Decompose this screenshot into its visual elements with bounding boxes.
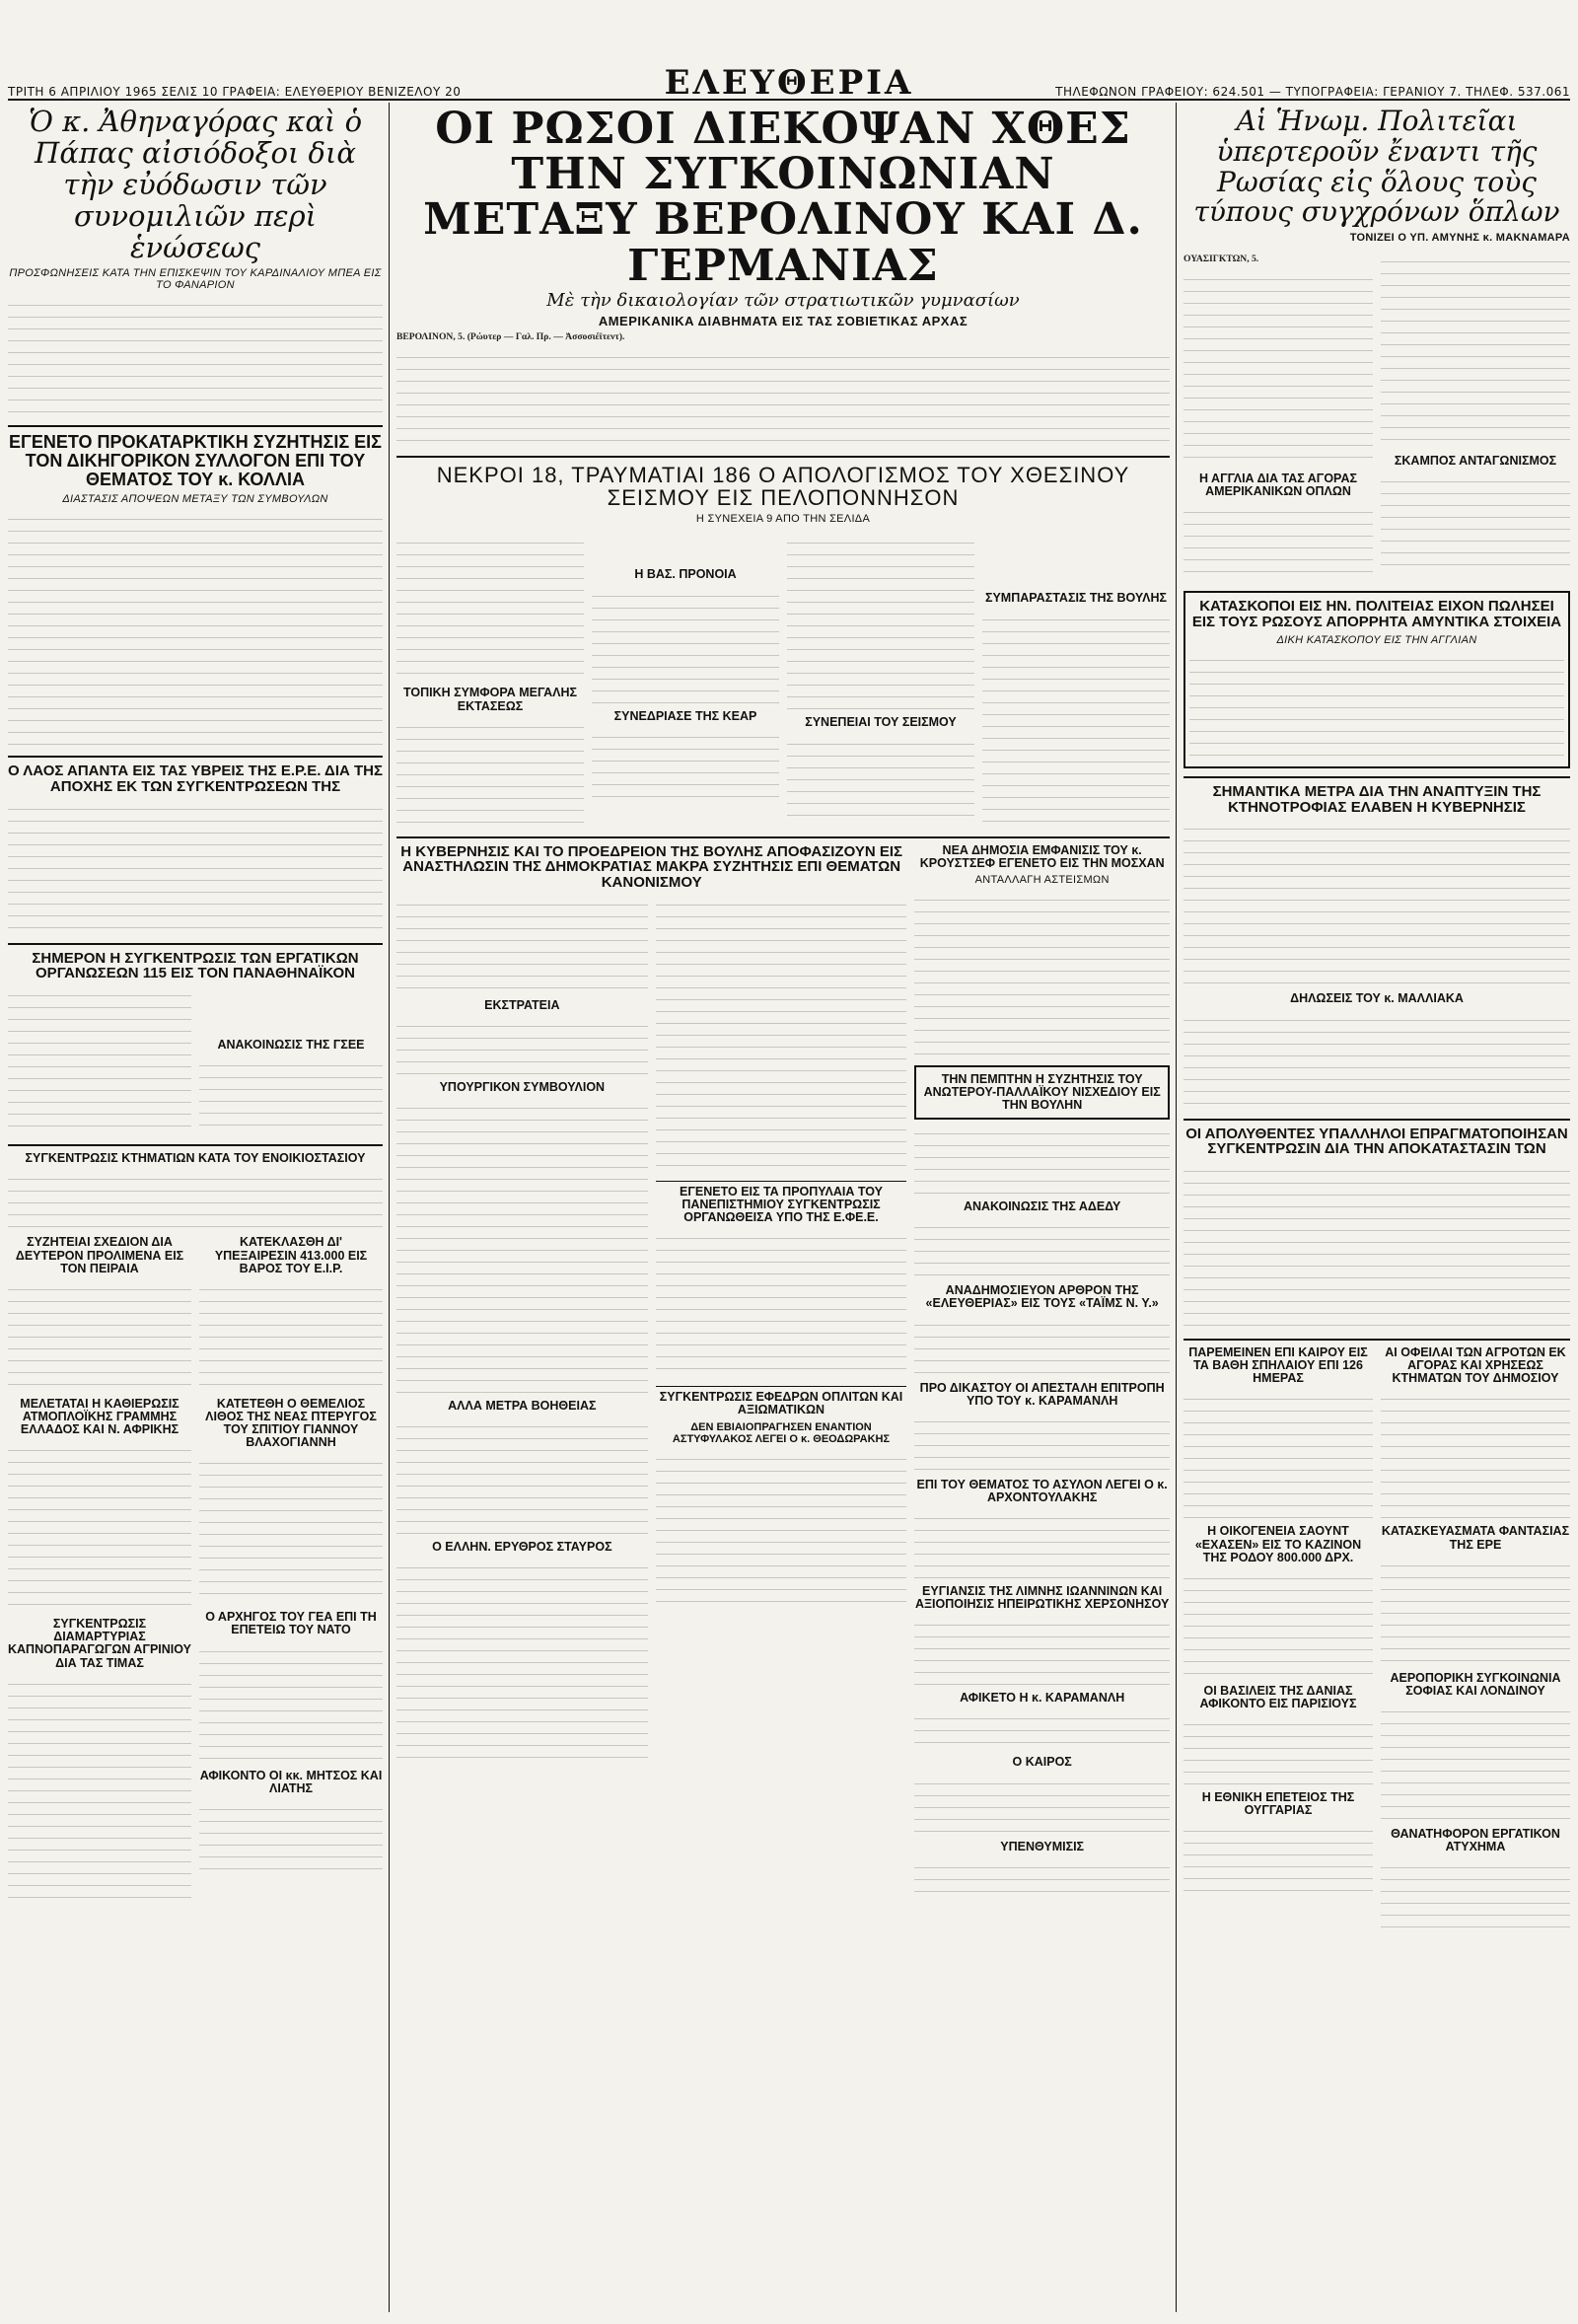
phone-line: ΤΗΛΕΦΩΝΟΝ ΓΡΑΦΕΙΟΥ: 624.501 — ΤΥΠΟΓΡΑΦΕΙΑ: ΓΕΡΑΝΙΟΥ 7. ΤΗΛΕΦ. 537.061 <box>1055 85 1570 99</box>
article-text-block <box>8 297 383 417</box>
article-text-block <box>1184 1391 1373 1519</box>
article-text-block <box>1184 271 1373 469</box>
article-text-block <box>1184 1163 1570 1331</box>
article-text-block <box>396 1018 648 1077</box>
headline: Ο ΑΡΧΗΓΟΣ ΤΟΥ ΓΕΑ ΕΠΙ ΤΗ ΕΠΕΤΕΙΩ ΤΟΥ ΝΑΤΟ <box>205 1610 377 1637</box>
headline: ΣΗΜΕΡΟΝ Η ΣΥΓΚΕΝΤΡΩΣΙΣ ΤΩΝ ΕΡΓΑΤΙΚΩΝ ΟΡΓΑΝΩΣΕΩΝ 115 ΕΙΣ ΤΟΝ ΠΑΝΑΘΗΝΑΪΚΟΝ <box>32 949 359 982</box>
headline: Ο ΛΑΟΣ ΑΠΑΝΤΑ ΕΙΣ ΤΑΣ ΥΒΡΕΙΣ ΤΗΣ Ε.Ρ.Ε. ΔΙΑ ΤΗΣ ΑΠΟΧΗΣ ΕΚ ΤΩΝ ΣΥΓΚΕΝΤΡΩΣΕΩΝ ΤΗΣ <box>8 763 383 795</box>
article-text-block <box>396 349 1170 448</box>
lead-headline: ΟΙ ΡΩΣΟΙ ΔΙΕΚΟΨΑΝ ΧΘΕΣ ΤΗΝ ΣΥΓΚΟΙΝΩΝΙΑΝ ΜΕΤΑΞΥ ΒΕΡΟΛΙΝΟΥ ΚΑΙ Δ. ΓΕΡΜΑΝΙΑΣ <box>423 107 1143 291</box>
section-heading: ΣΥΜΠΑΡΑΣΤΑΣΙΣ ΤΗΣ ΒΟΥΛΗΣ <box>984 591 1168 606</box>
article <box>8 943 383 1137</box>
headline: ΣΥΓΚΕΝΤΡΩΣΙΣ ΕΦΕΔΡΩΝ ΟΠΛΙΤΩΝ ΚΑΙ ΑΞΙΩΜΑΤΙΚΩΝ <box>656 1386 907 1416</box>
headline: ΣΥΖΗΤΕΙΑΙ ΣΧΕΔΙΟΝ ΔΙΑ ΔΕΥΤΕΡΟΝ ΠΡΟΛΙΜΕΝΑ ΕΙΣ ΤΟΝ ΠΕΙΡΑΙΑ <box>15 1235 184 1275</box>
article-text-block <box>1184 1823 1373 1902</box>
headline: ΚΑΤΕΚΛΑΣΘΗ ΔΙ' ΥΠΕΞΑΙΡΕΣΙΝ 413.000 ΕΙΣ ΒΑΡΟΣ ΤΟΥ Ε.Ι.Ρ. <box>214 1235 368 1275</box>
right-column <box>1184 107 1570 2312</box>
article-text-block <box>914 1414 1170 1473</box>
article-text-block <box>1381 254 1570 451</box>
article-text-block <box>1189 652 1564 761</box>
headline: ΥΠΕΝΘΥΜΙΣΙΣ <box>1000 1839 1085 1853</box>
article-text-block <box>1184 821 1570 988</box>
article-text-block <box>592 729 779 808</box>
headline: Η ΟΙΚΟΓΕΝΕΙΑ ΣΑΟΥΝΤ «ΕΧΑΣΕΝ» ΕΙΣ ΤΟ ΚΑΖΙΝΟΝ ΤΗΣ ΡΟΔΟΥ 800.000 ΔΡΧ. <box>1194 1524 1362 1564</box>
center-column <box>396 107 1170 2312</box>
article-text-block <box>787 736 974 825</box>
article-text-block <box>1381 473 1570 568</box>
subheadline: ΠΡΟΣΦΩΝΗΣΕΙΣ ΚΑΤΑ ΤΗΝ ΕΠΙΣΚΕΨΙΝ ΤΟΥ ΚΑΡΔΙΝΑΛΙΟΥ ΜΠΕΑ ΕΙΣ ΤΟ ΦΑΝΑΡΙΟΝ <box>9 267 382 292</box>
headline: Η ΚΥΒΕΡΝΗΣΙΣ ΚΑΙ ΤΟ ΠΡΟΕΔΡΕΙΟΝ ΤΗΣ ΒΟΥΛΗΣ ΑΠΟΦΑΣΙΖΟΥΝ ΕΙΣ ΑΝΑΣΤΗΛΩΣΙΝ ΤΗΣ ΔΗΜΟΚΡΑΤΙΑΣ ΜΑΚΡΑ ΣΥΖΗΤΗΣΙΣ ΕΠΙ ΘΕΜΑΤΩΝ ΚΑΝΟΝΙΣΜΟΥ <box>400 842 903 891</box>
date-line: ΤΡΙΤΗ 6 ΑΠΡΙΛΙΟΥ 1965 ΣΕΛΙΣ 10 ΓΡΑΦΕΙΑ: ΕΛΕΥΘΕΡΙΟΥ ΒΕΝΙΖΕΛΟΥ 20 <box>8 85 462 99</box>
article-text-block <box>914 1219 1170 1278</box>
headline: ΑΝΑΚΟΙΝΩΣΙΣ ΤΗΣ ΓΣΕΕ <box>217 1038 365 1053</box>
article-text-block <box>1381 1558 1570 1666</box>
column-rule <box>1176 103 1177 2312</box>
article-text-block <box>199 1057 383 1136</box>
headline: ΚΑΤΕΤΕΘΗ Ο ΘΕΜΕΛΙΟΣ ΛΙΘΟΣ ΤΗΣ ΝΕΑΣ ΠΤΕΡΥΓΟΣ ΤΟΥ ΣΠΙΤΙΟΥ ΓΙΑΝΝΟΥ ΒΛΑΧΟΓΙΑΝΝΗ <box>205 1396 377 1450</box>
newspaper-title: ΕΛΕΥΘΕΡΙΑ <box>664 63 914 103</box>
headline: ΑΕΡΟΠΟΡΙΚΗ ΣΥΓΚΟΙΝΩΝΙΑ ΣΟΦΙΑΣ ΚΑΙ ΛΟΝΔΙΝΟΥ <box>1390 1670 1561 1698</box>
headline: ΤΗΝ ΠΕΜΠΤΗΝ Η ΣΥΖΗΤΗΣΙΣ ΤΟΥ ΑΝΩΤΕΡΟΥ-ΠΑΛΛΑΪΚΟΥ ΝΙΣΧΕΔΙΟΥ ΕΙΣ ΤΗΝ ΒΟΥΛΗΝ <box>914 1065 1170 1120</box>
article-text-block <box>8 1442 191 1610</box>
headline: ΕΠΙ ΤΟΥ ΘΕΜΑΤΟΣ ΤΟ ΑΣΥΛΟΝ ΛΕΓΕΙ Ο κ. ΑΡΧΟΝΤΟΥΛΑΚΗΣ <box>916 1477 1168 1504</box>
article-text-block <box>1184 1716 1373 1785</box>
headline: Αἱ Ἡνωμ. Πολιτεῖαι ὑπερτεροῦν ἔναντι τῆς Ρωσίας εἰς ὅλους τοὺς τύπους συγχρόνων ὅπλων <box>1193 107 1560 229</box>
article-text-block <box>592 588 779 706</box>
headline: ΚΑΤΑΣΚΕΥΑΣΜΑΤΑ ΦΑΝΤΑΣΙΑΣ ΤΗΣ ΕΡΕ <box>1381 1524 1570 1552</box>
article-text-block <box>199 1801 383 1880</box>
article-text-block <box>396 1100 648 1396</box>
headline: Η ΕΘΝΙΚΗ ΕΠΕΤΕΙΟΣ ΤΗΣ ΟΥΓΓΑΡΙΑΣ <box>1201 1790 1355 1818</box>
headline: ΣΥΓΚΕΝΤΡΩΣΙΣ ΔΙΑΜΑΡΤΥΡΙΑΣ ΚΑΠΝΟΠΑΡΑΓΩΓΩΝ ΑΓΡΙΝΙΟΥ ΔΙΑ ΤΑΣ ΤΙΜΑΣ <box>8 1617 191 1670</box>
article-text-block <box>199 1643 383 1762</box>
article-text-block <box>396 1560 648 1767</box>
article-text-block <box>396 535 584 683</box>
headline: ΑΦΙΚΕΤΟ Η κ. ΚΑΡΑΜΑΝΛΗ <box>960 1691 1125 1706</box>
article-text-block <box>914 1510 1170 1579</box>
article-text-block <box>656 1451 907 1609</box>
headline: ΕΓΕΝΕΤΟ ΕΙΣ ΤΑ ΠΡΟΠΥΛΑΙΑ ΤΟΥ ΠΑΝΕΠΙΣΤΗΜΙΟΥ ΣΥΓΚΕΝΤΡΩΣΙΣ ΟΡΓΑΝΩΘΕΙΣΑ ΥΠΟ ΤΗΣ Ε.ΦΕ.Ε. <box>656 1181 907 1224</box>
headline: Ὁ κ. Ἀθηναγόρας καὶ ὁ Πάπας αἰσιόδοξοι διὰ τὴν εὐόδωσιν τῶν συνομιλιῶν περὶ ἑνώσεως <box>28 107 363 264</box>
article-text-block <box>1381 1859 1570 1928</box>
headline: ΑΝΑΚΟΙΝΩΣΙΣ ΤΗΣ ΑΔΕΔΥ <box>963 1199 1121 1214</box>
subheadline: ΔΙΑΣΤΑΣΙΣ ΑΠΟΨΕΩΝ ΜΕΤΑΞΥ ΤΩΝ ΣΥΜΒΟΥΛΩΝ <box>62 493 328 506</box>
article-text-block <box>1381 1704 1570 1822</box>
article-text-block <box>656 897 907 1173</box>
article <box>8 425 383 748</box>
section-heading: ΣΥΝΕΔΡΙΑΣΕ ΤΗΣ ΚΕΑΡ <box>613 708 757 723</box>
subheadline: ΤΟΝΙΖΕΙ Ο ΥΠ. ΑΜΥΝΗΣ κ. ΜΑΚΝΑΜΑΡΑ <box>1349 232 1570 245</box>
headline: ΘΑΝΑΤΗΦΟΡΟΝ ΕΡΓΑΤΙΚΟΝ ΑΤΥΧΗΜΑ <box>1391 1826 1560 1854</box>
article-text-block <box>1184 1012 1570 1111</box>
article <box>1184 776 1570 1111</box>
lead-dateline: ΒΕΡΟΛΙΝΟΝ, 5. (Ρώυτερ — Γαλ. Πρ. — Ἀσσοσιέϊτεντ). <box>396 331 625 343</box>
section-heading: ΕΚΣΤΡΑΤΕΙΑ <box>484 997 560 1012</box>
article-text-block <box>1184 1570 1373 1679</box>
article <box>8 1144 383 1230</box>
lead-kicker: ΑΜΕΡΙΚΑΝΙΚΑ ΔΙΑΒΗΜΑΤΑ ΕΙΣ ΤΑΣ ΣΟΒΙΕΤΙΚΑΣ ΑΡΧΑΣ <box>598 313 968 328</box>
article-text-block <box>396 719 584 828</box>
section-heading: ΔΕΝ ΕΒΙΑΙΟΠΡΑΓΗΣΕΝ ΕΝΑΝΤΙΟΝ ΑΣΤΥΦΥΛΑΚΟΣ ΛΕΓΕΙ Ο κ. ΘΕΟΔΩΡΑΚΗΣ <box>672 1421 891 1445</box>
section-heading: Ο ΕΛΛΗΝ. ΕΡΥΘΡΟΣ ΣΤΑΥΡΟΣ <box>432 1540 612 1555</box>
article-text-block <box>914 1617 1170 1686</box>
section-heading: Η ΒΑΣ. ΠΡΟΝΟΙΑ <box>634 567 737 582</box>
article-text-block <box>8 1281 191 1390</box>
article-text-block <box>8 511 383 748</box>
article-text-block <box>199 1455 383 1603</box>
article-text-block <box>914 1126 1170 1195</box>
article-text-block <box>396 1418 648 1537</box>
continuation-note: Η ΣΥΝΕΧΕΙΑ 9 ΑΠΟ ΤΗΝ ΣΕΛΙΔΑ <box>695 513 871 526</box>
article-box <box>1184 591 1570 768</box>
article-text-block <box>787 535 974 712</box>
article-text-block <box>914 1776 1170 1835</box>
headline: ΚΑΤΑΣΚΟΠΟΙ ΕΙΣ ΗΝ. ΠΟΛΙΤΕΙΑΣ ΕΙΧΟΝ ΠΩΛΗΣΕΙ ΕΙΣ ΤΟΥΣ ΡΩΣΟΥΣ ΑΠΟΡΡΗΤΑ ΑΜΥΝΤΙΚΑ ΣΤΟΙΧΕΙΑ <box>1191 598 1562 631</box>
section-heading: ΣΚΑΜΠΟΣ ΑΝΤΑΓΩΝΙΣΜΟΣ <box>1394 454 1557 469</box>
column-rule <box>389 103 390 2312</box>
article-text-block <box>8 801 383 935</box>
headline: ΑΦΙΚΟΝΤΟ ΟΙ κκ. ΜΗΤΣΟΣ ΚΑΙ ΛΙΑΤΗΣ <box>199 1768 383 1795</box>
article <box>396 456 1170 828</box>
article-text-block <box>1184 504 1373 583</box>
article-text-block <box>914 1317 1170 1376</box>
article <box>1184 1119 1570 1332</box>
article-text-block <box>8 1676 191 1903</box>
article-text-block <box>982 612 1170 829</box>
article-text-block <box>1381 1391 1570 1519</box>
article <box>8 756 383 935</box>
lead-subheadline: Μὲ τὴν δικαιολογίαν τῶν στρατιωτικῶν γυμνασίων <box>546 289 1020 311</box>
article-text-block <box>8 987 191 1135</box>
section-heading: ΑΛΛΑ ΜΕΤΡΑ ΒΟΗΘΕΙΑΣ <box>448 1399 597 1413</box>
headline: ΠΡΟ ΔΙΚΑΣΤΟΥ ΟΙ ΑΠΕΣΤΑΛΗ ΕΠΙΤΡΟΠΗ ΥΠΟ ΤΟΥ κ. ΚΑΡΑΜΑΝΛΗ <box>919 1380 1165 1408</box>
article-text-block <box>914 892 1170 1059</box>
headline: ΕΥΓΙΑΝΣΙΣ ΤΗΣ ΛΙΜΝΗΣ ΙΩΑΝΝΙΝΩΝ ΚΑΙ ΑΞΙΟΠΟΙΗΣΙΣ ΗΠΕΙΡΩΤΙΚΗΣ ΧΕΡΣΟΝΗΣΟΥ <box>914 1584 1170 1612</box>
section-heading: Η ΑΓΓΛΙΑ ΔΙΑ ΤΑΣ ΑΓΟΡΑΣ ΑΜΕΡΙΚΑΝΙΚΩΝ ΟΠΛΩΝ <box>1199 472 1357 499</box>
left-column <box>8 107 383 2312</box>
masthead <box>8 63 1570 103</box>
headline: ΝΕΑ ΔΗΜΟΣΙΑ ΕΜΦΑΝΙΣΙΣ ΤΟΥ κ. ΚΡΟΥΣΤΣΕΦ ΕΓΕΝΕΤΟ ΕΙΣ ΤΗΝ ΜΟΣΧΑΝ <box>919 842 1165 870</box>
headline: ΠΑΡΕΜΕΙΝΕΝ ΕΠΙ ΚΑΙΡΟΥ ΕΙΣ ΤΑ ΒΑΘΗ ΣΠΗΛΑΙΟΥ ΕΠΙ 126 ΗΜΕΡΑΣ <box>1188 1345 1368 1386</box>
headline: ΟΙ ΑΠΟΛΥΘΕΝΤΕΣ ΥΠΑΛΛΗΛΟΙ ΕΠΡΑΓΜΑΤΟΠΟΙΗΣΑΝ ΣΥΓΚΕΝΤΡΩΣΙΝ ΔΙΑ ΤΗΝ ΑΠΟΚΑΤΑΣΤΑΣΙΝ ΤΩΝ <box>1185 1125 1568 1158</box>
section-heading: ΣΥΝΕΠΕΙΑΙ ΤΟΥ ΣΕΙΣΜΟΥ <box>805 715 957 730</box>
article-text-block <box>199 1281 383 1390</box>
headline: ΑΝΑΔΗΜΟΣΙΕΥΟΝ ΑΡΘΡΟΝ ΤΗΣ «ΕΛΕΥΘΕΡΙΑΣ» ΕΙΣ ΤΟΥΣ «ΤΑΪΜΣ Ν. Υ.» <box>925 1283 1159 1311</box>
headline: ΟΙ ΒΑΣΙΛΕΙΣ ΤΗΣ ΔΑΝΙΑΣ ΑΦΙΚΟΝΤΟ ΕΙΣ ΠΑΡΙΣΙΟΥΣ <box>1199 1683 1357 1710</box>
headline: ΝΕΚΡΟΙ 18, ΤΡΑΥΜΑΤΙΑΙ 186 Ο ΑΠΟΛΟΓΙΣΜΟΣ ΤΟΥ ΧΘΕΣΙΝΟΥ ΣΕΙΣΜΟΥ ΕΙΣ ΠΕΛΟΠΟΝΝΗΣΟΝ <box>436 463 1130 511</box>
headline: ΣΗΜΑΝΤΙΚΑ ΜΕΤΡΑ ΔΙΑ ΤΗΝ ΑΝΑΠΤΥΞΙΝ ΤΗΣ ΚΤΗΝΟΤΡΟΦΙΑΣ ΕΛΑΒΕΝ Η ΚΥΒΕΡΝΗΣΙΣ <box>1212 782 1542 816</box>
headline: ΜΕΛΕΤΑΤΑΙ Η ΚΑΘΙΕΡΩΣΙΣ ΑΤΜΟΠΛΟΪΚΗΣ ΓΡΑΜΜΗΣ ΕΛΛΑΔΟΣ ΚΑΙ Ν. ΑΦΡΙΚΗΣ <box>20 1396 179 1436</box>
headline: ΣΥΓΚΕΝΤΡΩΣΙΣ ΚΤΗΜΑΤΙΩΝ ΚΑΤΑ ΤΟΥ ΕΝΟΙΚΙΟΣΤΑΣΙΟΥ <box>25 1151 366 1166</box>
headline: ΑΙ ΟΦΕΙΛΑΙ ΤΩΝ ΑΓΡΟΤΩΝ ΕΚ ΑΓΟΡΑΣ ΚΑΙ ΧΡΗΣΕΩΣ ΚΤΗΜΑΤΩΝ ΤΟΥ ΔΗΜΟΣΙΟΥ <box>1385 1345 1566 1386</box>
article-text-block <box>8 1171 383 1230</box>
article-text-block <box>914 1710 1170 1750</box>
headline: ΕΓΕΝΕΤΟ ΠΡΟΚΑΤΑΡΚΤΙΚΗ ΣΥΖΗΤΗΣΙΣ ΕΙΣ ΤΟΝ ΔΙΚΗΓΟΡΙΚΟΝ ΣΥΛΛΟΓΟΝ ΕΠΙ ΤΟΥ ΘΕΜΑΤΟΣ ΤΟΥ κ. ΚΟΛΛΙΑ <box>9 432 382 490</box>
subheadline: ΑΝΤΑΛΛΑΓΗ ΑΣΤΕΙΣΜΩΝ <box>974 873 1110 886</box>
section-heading: ΤΟΠΙΚΗ ΣΥΜΦΟΡΑ ΜΕΓΑΛΗΣ ΕΚΤΑΣΕΩΣ <box>402 686 578 713</box>
section-heading: ΔΗΛΩΣΕΙΣ ΤΟΥ κ. ΜΑΛΛΙΑΚΑ <box>1290 991 1464 1006</box>
dateline: ΟΥΑΣΙΓΚΤΩΝ, 5. <box>1184 254 1259 265</box>
subheadline: ΔΙΚΗ ΚΑΤΑΣΚΟΠΟΥ ΕΙΣ ΤΗΝ ΑΓΓΛΙΑΝ <box>1276 633 1477 646</box>
headline: Ο ΚΑΙΡΟΣ <box>1012 1755 1072 1770</box>
article-text-block <box>396 897 648 995</box>
section-heading: ΥΠΟΥΡΓΙΚΟΝ ΣΥΜΒΟΥΛΙΟΝ <box>439 1079 606 1094</box>
article-text-block <box>656 1230 907 1378</box>
article-text-block <box>914 1859 1170 1899</box>
